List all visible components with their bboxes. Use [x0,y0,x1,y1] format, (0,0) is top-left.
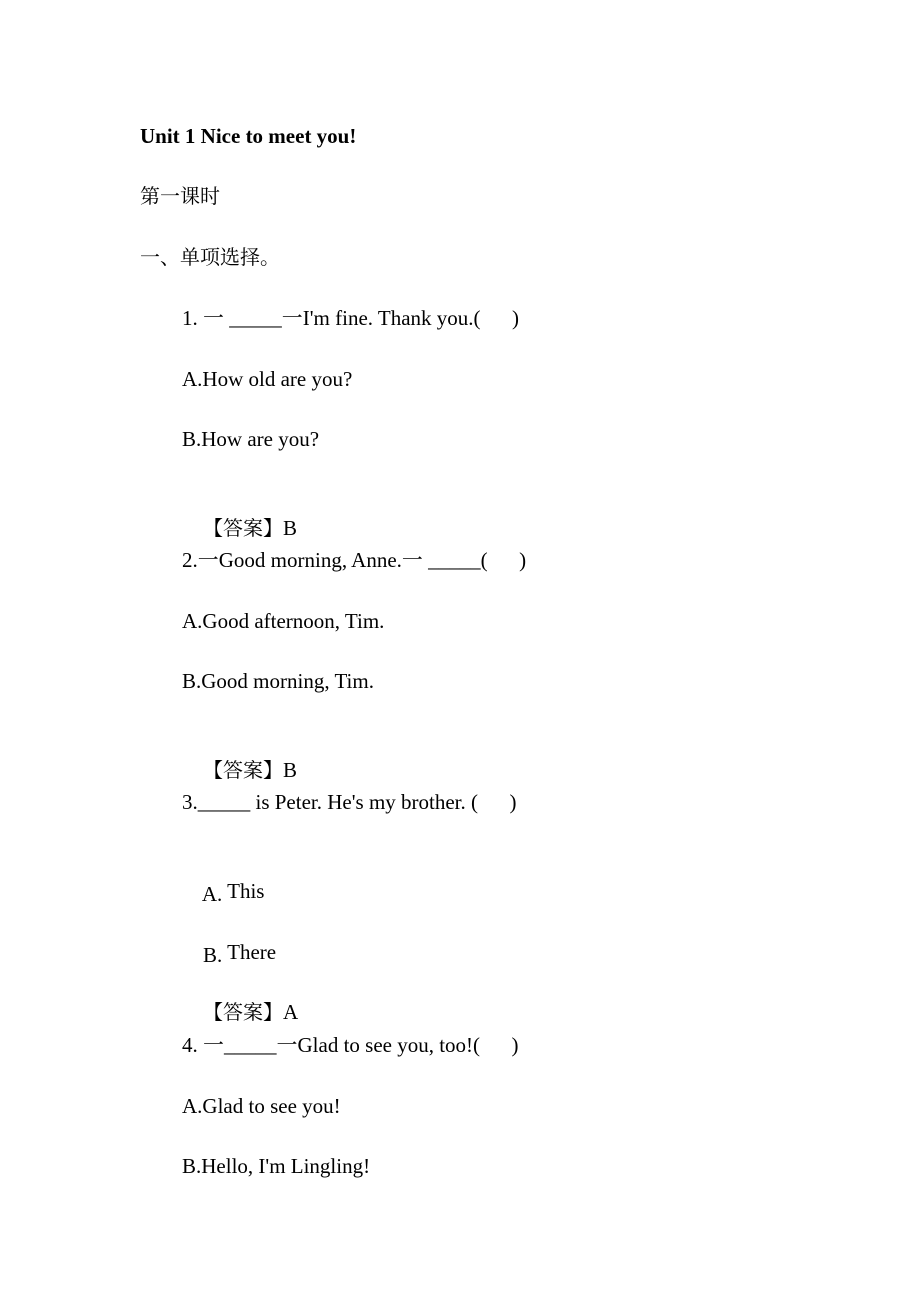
answer-value: A [283,1000,299,1024]
question-4-option-b: B.Hello, I'm Lingling! [182,1154,371,1178]
answer-label: 【答案】 [203,516,283,540]
option-text: There [222,940,277,964]
question-2-stem: 2.一Good morning, Anne.一 _____( ) [182,548,527,572]
question-4-option-a: A.Glad to see you! [182,1094,341,1118]
question-3-stem: 3._____ is Peter. He's my brother. ( ) [182,790,517,814]
document-title: Unit 1 Nice to meet you! [140,124,357,148]
answer-value: B [283,758,298,782]
option-letter: A. [201,882,223,906]
question-1-stem: 1. 一 _____一I'm fine. Thank you.( ) [182,306,520,330]
option-text: This [222,879,265,903]
lesson-label: 第一课时 [140,184,220,208]
question-2-option-a: A.Good afternoon, Tim. [182,609,385,633]
question-4-stem: 4. 一_____一Glad to see you, too!( ) [182,1033,519,1057]
question-2-option-b: B.Good morning, Tim. [182,669,374,693]
question-1-option-a: A.How old are you? [182,367,353,391]
answer-label: 【答案】 [203,758,283,782]
answer-label: 【答案】 [203,1000,283,1024]
option-letter: B. [203,943,223,967]
section-heading: 一、单项选择。 [140,245,280,269]
answer-value: B [283,516,298,540]
question-1-option-b: B.How are you? [182,427,320,451]
